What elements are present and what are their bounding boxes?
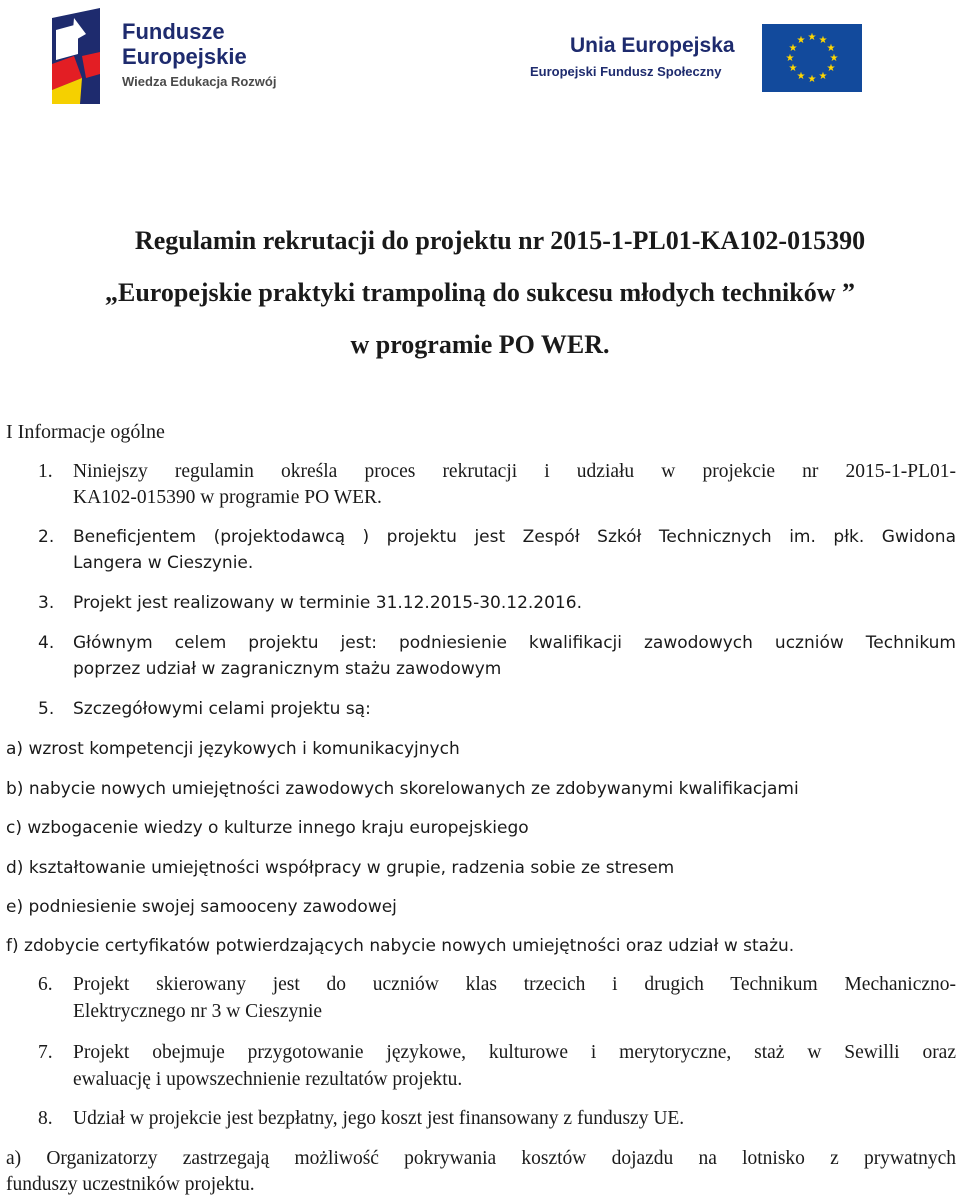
ue-line2: Europejski Fundusz Społeczny [530,64,722,79]
fe-line1: Fundusze [122,19,225,44]
goal-b: b) nabycie nowych umiejętności zawodowych skorelowanych ze zdobywanymi kwalifikacjami [6,779,799,799]
item-8-number: 8. [38,1108,53,1129]
svg-text:★: ★ [818,35,828,46]
svg-text:★: ★ [788,43,798,54]
item-4-number: 4. [38,633,55,653]
goal-d: d) kształtowanie umiejętności współpracy w grupie, radzenia sobie ze stresem [6,858,675,878]
goal-a: a) wzrost kompetencji językowych i komunikacyjnych [6,739,460,759]
doc-title-line3: w programie PO WER. [350,330,610,359]
item-1-number: 1. [38,461,53,482]
item-6-line1: Projekt skierowany jest do uczniów klas trzecich i drugich Technikum Mechaniczno- [73,974,956,995]
unia-europejska-logo [530,18,865,98]
item-2-line1: Beneficjentem (projektodawcą ) projektu jest Zespół Szkół Technicznych im. płk. Gwidona [73,527,956,547]
fe-line3: Wiedza Edukacja Rozwój [122,74,277,89]
svg-text:★: ★ [788,63,798,74]
svg-text:★: ★ [829,53,839,64]
ue-line1: Unia Europejska [570,34,735,57]
item-3-line1: Projekt jest realizowany w terminie 31.12.2015-30.12.2016. [73,593,582,613]
item-7-line2: ewaluację i upowszechnienie rezultatów projektu. [73,1069,463,1090]
doc-title-line2: „Europejskie praktyki trampoliną do sukcesu młodych techników ” [104,278,855,307]
item-7-line1: Projekt obejmuje przygotowanie językowe, kulturowe i merytoryczne, staż w Sewilli oraz [73,1042,956,1063]
svg-text:★: ★ [818,71,828,82]
svg-text:★: ★ [796,71,806,82]
item-1-line1: Niniejszy regulamin określa proces rekrutacji i udziału w projekcie nr 2015-1-PL01- [73,461,956,482]
goal-e: e) podniesienie swojej samooceny zawodowej [6,897,397,917]
item-2-line2: Langera w Cieszynie. [73,553,254,573]
item-6-line2: Elektrycznego nr 3 w Cieszynie [73,1001,323,1022]
fundusze-europejskie-logo [52,6,312,106]
item-8-line1: Udział w projekcie jest bezpłatny, jego koszt jest finansowany z funduszy UE. [73,1108,685,1129]
item-6-number: 6. [38,974,53,995]
svg-text:★: ★ [785,53,795,64]
final-line2: funduszy uczestników projektu. [6,1174,255,1195]
item-4-line1: Głównym celem projektu jest: podniesienie kwalifikacji zawodowych uczniów Technikum [73,633,956,653]
svg-text:★: ★ [807,74,817,85]
svg-text:★: ★ [807,32,817,43]
goal-c: c) wzbogacenie wiedzy o kulturze innego kraju europejskiego [6,818,529,838]
section-heading: I Informacje ogólne [6,421,165,443]
item-5-number: 5. [38,699,55,719]
eu-flag-icon [762,24,862,92]
item-5-line1: Szczegółowymi celami projektu są: [73,699,371,719]
final-line1: a) Organizatorzy zastrzegają możliwość pokrywania kosztów dojazdu na lotnisko z prywatnych [6,1148,956,1169]
goal-f: f) zdobycie certyfikatów potwierdzających nabycie nowych umiejętności oraz udział w stażu. [6,936,795,956]
item-4-line2: poprzez udział w zagranicznym stażu zawodowym [73,659,502,679]
fe-line2: Europejskie [122,44,247,69]
item-2-number: 2. [38,527,55,547]
item-1-line2: KA102-015390 w programie PO WER. [73,487,382,508]
fe-emblem-icon [52,8,108,104]
svg-text:★: ★ [796,35,806,46]
item-3-number: 3. [38,593,55,613]
svg-text:★: ★ [826,43,836,54]
svg-text:★: ★ [826,63,836,74]
eu-stars-icon [762,24,862,92]
item-7-number: 7. [38,1042,53,1063]
doc-title-line1: Regulamin rekrutacji do projektu nr 2015-1-PL01-KA102-015390 [134,226,866,255]
